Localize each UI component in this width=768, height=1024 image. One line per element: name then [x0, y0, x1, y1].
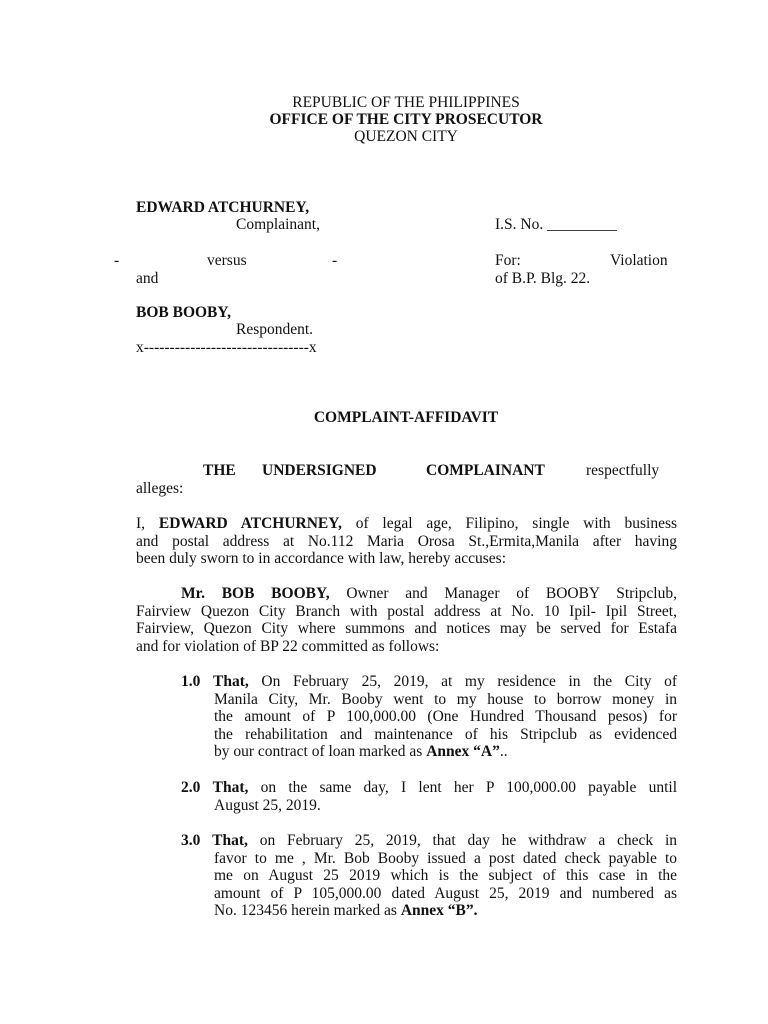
and-label: and	[136, 270, 159, 287]
header-republic: REPUBLIC OF THE PHILIPPINES	[292, 94, 520, 111]
item-line: by our contract of loan marked as Annex “A”..	[214, 743, 508, 761]
respondent-role: Respondent.	[236, 321, 314, 338]
is-number: I.S. No. _________	[495, 216, 617, 233]
item-line: No. 123456 herein marked as Annex “B”.	[214, 902, 478, 920]
caption-separator: x--------------------------------x	[136, 339, 317, 356]
dash-right: -	[332, 252, 338, 269]
complainant-role: Complainant,	[236, 216, 320, 233]
respondent-name-inline: Mr. BOB BOOBY,	[181, 585, 330, 602]
paragraph-line: Mr. BOB BOOBY, Owner and Manager of BOOBY Stripclub,	[181, 585, 677, 602]
item-line: 3.0 That, on February 25, 2019, that day he withdraw a check in	[181, 832, 678, 849]
paragraph-line: been duly sworn to in accordance with law, hereby accuses:	[136, 550, 506, 568]
versus-label: versus	[207, 252, 247, 269]
bp-blg-label: of B.P. Blg. 22.	[495, 270, 591, 287]
allegation-item-3	[181, 832, 677, 920]
item-line: the amount of P 100,000.00 (One Hundred Thousand pesos) for	[214, 708, 677, 726]
complainant-name: EDWARD ATCHURNEY,	[136, 199, 310, 216]
allegation-item-1	[181, 673, 677, 761]
item-line: favor to me , Mr. Bob Booby issued a post dated check payable to	[214, 849, 677, 867]
intro-word-respectfully: respectfully	[586, 462, 660, 479]
item-line: amount of P 105,000.00 dated August 25, 2019 and numbered as	[214, 884, 677, 902]
paragraph-line: and for violation of BP 22 committed as follows:	[136, 637, 440, 655]
item-line: me on August 25 2019 which is the subject of this case in the	[214, 867, 677, 885]
intro-word-the: THE	[203, 462, 236, 479]
intro-alleges: alleges:	[136, 480, 184, 497]
respondent-name: BOB BOOBY,	[136, 304, 232, 321]
intro-word-undersigned: UNDERSIGNED	[262, 462, 377, 479]
intro-word-complainant: COMPLAINANT	[426, 462, 545, 479]
item-line: Manila City, Mr. Booby went to my house to borrow money in	[214, 690, 677, 708]
allegation-item-2	[181, 779, 677, 814]
item-line: 2.0 That, on the same day, I lent her P 100,000.00 payable until	[181, 779, 678, 796]
dash-left: -	[114, 252, 120, 269]
paragraph-line: I, EDWARD ATCHURNEY, of legal age, Filipino, single with business	[136, 515, 678, 532]
header-office: OFFICE OF THE CITY PROSECUTOR	[269, 111, 543, 128]
document-title: COMPLAINT-AFFIDAVIT	[313, 409, 499, 426]
item-line: the rehabilitation and maintenance of his Stripclub as evidenced	[214, 725, 677, 743]
complainant-name-inline: EDWARD ATCHURNEY,	[158, 515, 342, 532]
paragraph-line: Fairview, Quezon City where summons and notices may be served for Estafa	[136, 620, 677, 638]
paragraph-accused	[136, 585, 677, 655]
for-label: For:	[495, 252, 521, 269]
item-line: August 25, 2019.	[214, 796, 321, 814]
paragraph-line: and postal address at No.112 Maria Orosa St.,Ermita,Manila after having	[136, 532, 677, 550]
header-city: QUEZON CITY	[354, 128, 458, 145]
paragraph-complainant	[136, 515, 677, 568]
item-line: 1.0 That, On February 25, 2019, at my residence in the City of	[181, 673, 678, 690]
violation-label: Violation	[610, 252, 668, 269]
annex-b-label: Annex “B”.	[400, 902, 478, 920]
paragraph-line: Fairview Quezon City Branch with postal address at No. 10 Ipil- Ipil Street,	[136, 602, 677, 620]
annex-a-label: Annex “A”	[426, 743, 500, 761]
